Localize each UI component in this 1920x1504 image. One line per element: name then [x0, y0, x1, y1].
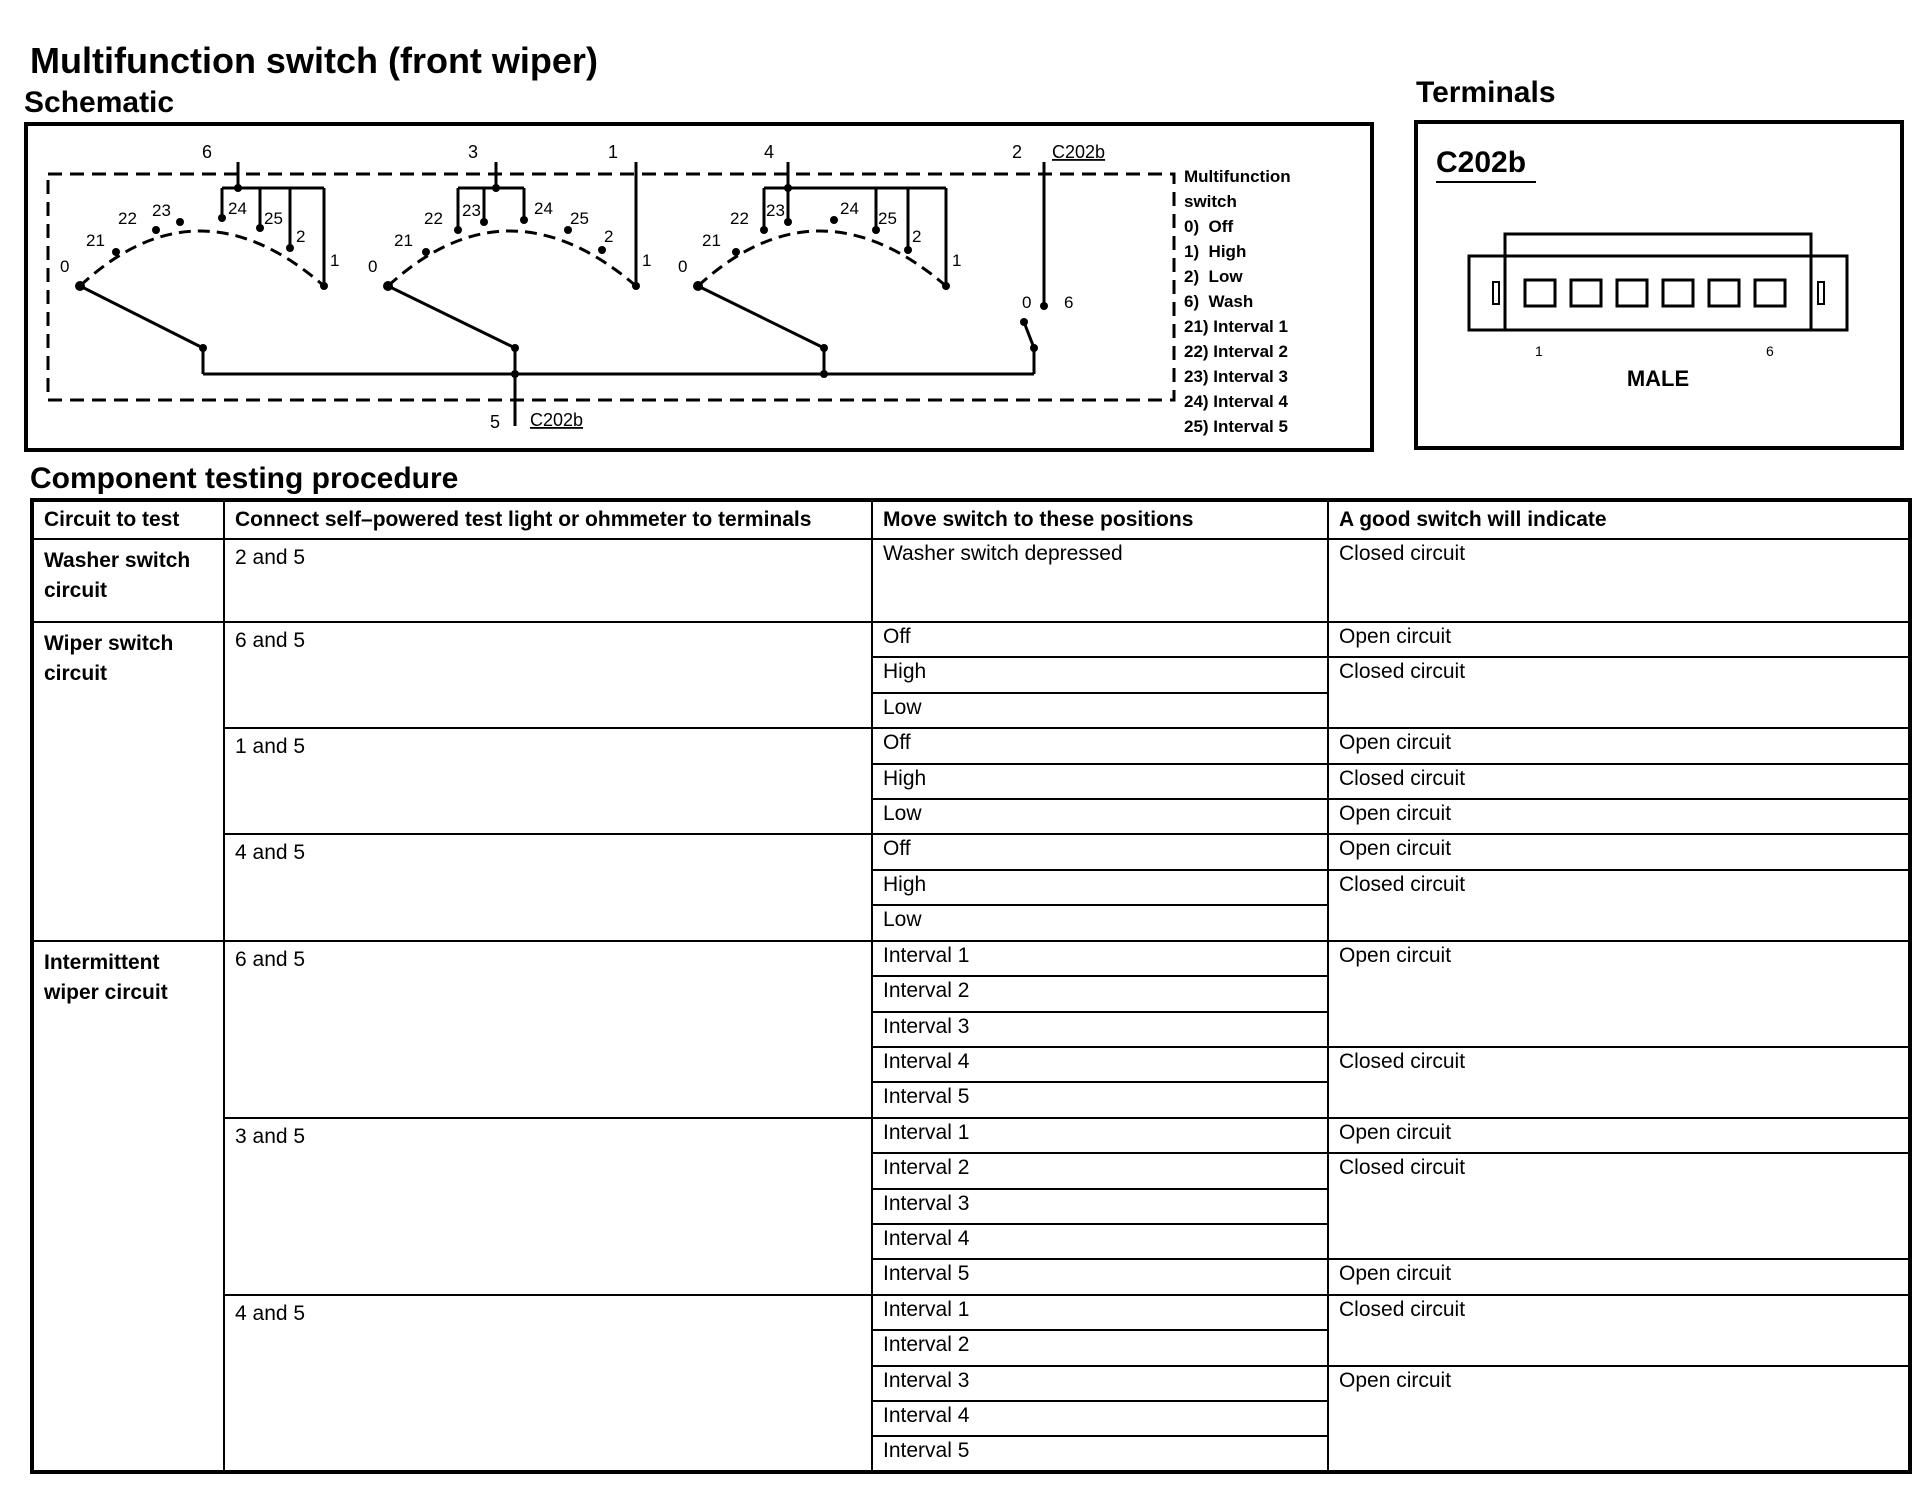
connector-name: C202b: [1436, 146, 1527, 179]
testing-procedure-table: [30, 498, 1912, 1474]
table-row: [32, 728, 1910, 763]
position-label: 25: [878, 209, 897, 228]
circuit-name: Intermittent wiper circuit: [32, 941, 224, 1472]
switch-enclosure: [48, 174, 1174, 400]
connector-gender: MALE: [1626, 366, 1690, 391]
result-cell: Closed circuit: [1328, 539, 1910, 622]
position-cell: Off: [872, 622, 1328, 657]
header-positions: Move switch to these positions: [872, 500, 1328, 539]
position-label: 0: [60, 257, 70, 276]
position-cell: High: [872, 764, 1328, 799]
pin-label: 2: [1012, 142, 1023, 162]
table-row: [32, 941, 1910, 976]
position-cell: Interval 5: [872, 1082, 1328, 1117]
terminals-cell: 4 and 5: [224, 1295, 872, 1472]
result-cell: Open circuit: [1328, 834, 1910, 869]
position-label: 24: [840, 199, 859, 218]
position-cell: Interval 2: [872, 976, 1328, 1011]
pin-number: 1: [1535, 343, 1543, 359]
position-label: 25: [570, 209, 589, 228]
pin-label: 1: [608, 142, 619, 162]
position-label: 21: [702, 231, 721, 250]
pin-label: 3: [468, 142, 479, 162]
position-cell: Interval 3: [872, 1012, 1328, 1047]
common-bus: [199, 344, 1034, 426]
table-row: [32, 539, 1910, 622]
page-title: Multifunction switch (front wiper): [30, 40, 598, 81]
wash-contact: [1020, 162, 1048, 352]
position-label: 23: [152, 201, 171, 220]
schematic-heading: Schematic: [24, 86, 175, 119]
legend-item: 21) Interval 1: [1184, 317, 1288, 336]
terminals-heading: Terminals: [1416, 76, 1556, 109]
result-cell: Open circuit: [1328, 1259, 1910, 1294]
terminals-cell: 3 and 5: [224, 1118, 872, 1295]
terminals-cell: 4 and 5: [224, 834, 872, 940]
legend-item: 2) Low: [1184, 267, 1243, 286]
terminals-cell: 6 and 5: [224, 622, 872, 728]
wafer-3: [693, 162, 950, 348]
connector-body: [1505, 234, 1811, 330]
position-cell: Interval 4: [872, 1401, 1328, 1436]
position-label: 21: [86, 231, 105, 250]
position-cell: Interval 3: [872, 1189, 1328, 1224]
position-cell: Low: [872, 693, 1328, 728]
position-label: 22: [730, 209, 749, 228]
legend-item: 1) High: [1184, 242, 1247, 261]
pin-label: 4: [764, 142, 775, 162]
result-cell: Open circuit: [1328, 728, 1910, 763]
position-cell: High: [872, 870, 1328, 905]
pin-label: 6: [202, 142, 213, 162]
position-cell: Interval 1: [872, 1295, 1328, 1330]
result-cell: Open circuit: [1328, 1118, 1910, 1153]
position-cell: Off: [872, 728, 1328, 763]
position-cell: Low: [872, 905, 1328, 940]
position-label: 0: [1022, 293, 1032, 312]
position-cell: Interval 3: [872, 1366, 1328, 1401]
result-cell: Closed circuit: [1328, 1047, 1910, 1118]
legend-title: switch: [1184, 192, 1237, 211]
position-label: 22: [424, 209, 443, 228]
terminals-cell: 2 and 5: [224, 539, 872, 622]
position-cell: Washer switch depressed: [872, 539, 1328, 622]
position-cell: Off: [872, 834, 1328, 869]
circuit-name: Wiper switch circuit: [32, 622, 224, 941]
result-cell: Open circuit: [1328, 799, 1910, 834]
legend-item: 22) Interval 2: [1184, 342, 1288, 361]
table-header-row: [32, 500, 1910, 539]
pin-number: 6: [1766, 343, 1774, 359]
legend: [1184, 167, 1291, 436]
result-cell: Open circuit: [1328, 941, 1910, 1047]
position-label: 1: [952, 251, 962, 270]
terminals-panel: [1414, 120, 1904, 450]
table-row: [32, 622, 1910, 657]
position-label: 6: [1064, 293, 1074, 312]
position-label: 23: [462, 201, 481, 220]
result-cell: Open circuit: [1328, 1366, 1910, 1472]
wafer-1: [75, 162, 328, 348]
connector-label: C202b: [1052, 142, 1106, 162]
result-cell: Closed circuit: [1328, 1153, 1910, 1259]
legend-item: 0) Off: [1184, 217, 1234, 236]
position-label: 23: [766, 201, 785, 220]
table-body: [32, 539, 1910, 1472]
legend-title: Multifunction: [1184, 167, 1291, 186]
legend-item: 24) Interval 4: [1184, 392, 1288, 411]
result-cell: Closed circuit: [1328, 1295, 1910, 1366]
position-label: 2: [296, 227, 306, 246]
position-cell: Interval 2: [872, 1153, 1328, 1188]
connector-svg: [1418, 124, 1900, 446]
header-result: A good switch will indicate: [1328, 500, 1910, 539]
position-label: 0: [678, 257, 688, 276]
pin-label: 5: [490, 412, 501, 432]
schematic-svg: [28, 126, 1370, 448]
position-cell: Interval 4: [872, 1224, 1328, 1259]
position-cell: Interval 5: [872, 1436, 1328, 1472]
circuit-name: Washer switch circuit: [32, 539, 224, 622]
position-label: 2: [604, 227, 614, 246]
position-cell: Interval 5: [872, 1259, 1328, 1294]
position-label: 22: [118, 209, 137, 228]
terminals-cell: 1 and 5: [224, 728, 872, 834]
connector-label: C202b: [530, 410, 584, 430]
position-cell: Interval 4: [872, 1047, 1328, 1082]
position-cell: Interval 2: [872, 1330, 1328, 1365]
position-label: 24: [534, 199, 553, 218]
legend-item: 23) Interval 3: [1184, 367, 1288, 386]
position-label: 0: [368, 257, 378, 276]
position-cell: Low: [872, 799, 1328, 834]
position-cell: Interval 1: [872, 941, 1328, 976]
position-label: 1: [642, 251, 652, 270]
result-cell: Closed circuit: [1328, 870, 1910, 941]
legend-item: 25) Interval 5: [1184, 417, 1288, 436]
header-circuit: Circuit to test: [32, 500, 224, 539]
table-row: [32, 1295, 1910, 1330]
position-label: 1: [330, 251, 340, 270]
position-cell: High: [872, 657, 1328, 692]
wafer-2: [383, 162, 640, 348]
position-label: 2: [912, 227, 922, 246]
result-cell: Closed circuit: [1328, 657, 1910, 728]
schematic-diagram: [24, 122, 1374, 452]
position-label: 24: [228, 199, 247, 218]
connector-pins: [1525, 280, 1785, 306]
procedure-heading: Component testing procedure: [30, 462, 459, 495]
result-cell: Closed circuit: [1328, 764, 1910, 799]
result-cell: Open circuit: [1328, 622, 1910, 657]
terminals-cell: 6 and 5: [224, 941, 872, 1118]
header-terminals: Connect self–powered test light or ohmmeter to terminals: [224, 500, 872, 539]
position-cell: Interval 1: [872, 1118, 1328, 1153]
table-row: [32, 834, 1910, 869]
position-label: 21: [394, 231, 413, 250]
legend-item: 6) Wash: [1184, 292, 1254, 311]
position-label: 25: [264, 209, 283, 228]
table-row: [32, 1118, 1910, 1153]
